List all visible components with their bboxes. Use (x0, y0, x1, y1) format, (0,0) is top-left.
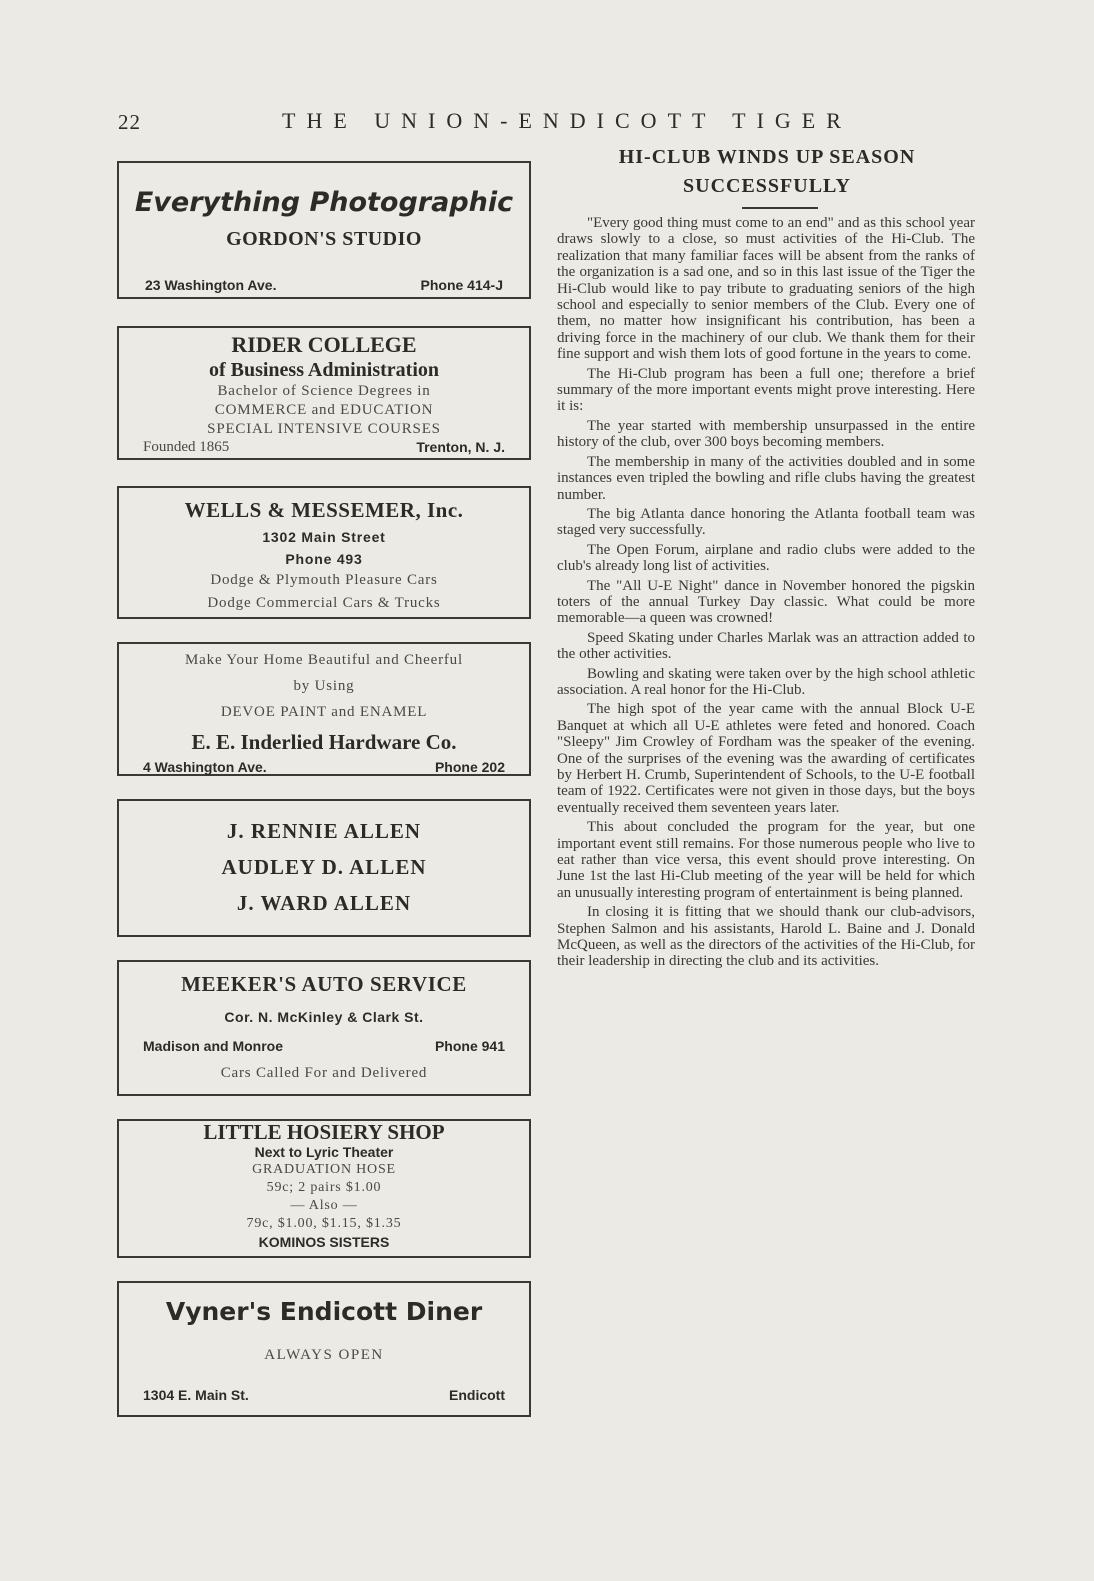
article-title (552, 143, 982, 201)
ad-tagline: Everything Photographic (134, 187, 514, 218)
ad-line: GRADUATION HOSE (252, 1162, 396, 1177)
ad-phone: Phone 493 (285, 551, 363, 567)
ad-allen-names (117, 799, 531, 937)
ad-line: Dodge & Plymouth Pleasure Cars (210, 572, 438, 588)
ad-line: DEVOE PAINT and ENAMEL (220, 704, 428, 720)
ad-inderlied-hardware (117, 642, 531, 776)
ad-address: Cor. N. McKinley & Clark St. (224, 1009, 424, 1025)
article-paragraph: Bowling and skating were taken over by the high school athletic association. A real honor for the Hi-Club. (557, 665, 975, 698)
ad-location: Next to Lyric Theater (254, 1144, 394, 1160)
article-paragraph: The Open Forum, airplane and radio clubs were added to the club's already long list of activities. (557, 541, 975, 575)
ad-address: 4 Washington Ave. (143, 759, 267, 775)
article-paragraph: The "All U-E Night" dance in November honored the pigskin toters of the annual Turkey Day classic. What could be more memorable—a queen was crowned! (557, 577, 975, 627)
ad-business-name: Vyner's Endicott Diner (165, 1297, 483, 1326)
article-body (557, 215, 975, 973)
ad-phone: Phone 941 (434, 1038, 505, 1054)
ad-line: by Using (293, 678, 355, 694)
ad-line: 59c; 2 pairs $1.00 (266, 1180, 382, 1195)
ad-business-name: MEEKER'S AUTO SERVICE (181, 972, 467, 996)
ad-person-name: AUDLEY D. ALLEN (221, 855, 427, 879)
article-paragraph: In closing it is fitting that we should thank our club-advisors, Stephen Salmon and his assistants, Harold L. Baine and J. Donald McQueen, as well as the directors of the activities of the Hi-Club, for their leadership in directing the club and its activities. (557, 904, 975, 970)
ad-address: 1304 E. Main St. (143, 1387, 249, 1403)
ad-area: Madison and Monroe (143, 1038, 283, 1054)
ad-city: Endicott (449, 1387, 505, 1403)
article-title-line: HI-CLUB WINDS UP SEASON (618, 146, 916, 168)
ad-phone: Phone 202 (434, 759, 505, 775)
ad-line: 79c, $1.00, $1.15, $1.35 (246, 1216, 402, 1231)
ad-address: 23 Washington Ave. (145, 277, 277, 293)
ad-meekers-auto-service (117, 960, 531, 1096)
ad-line: ALWAYS OPEN (264, 1347, 384, 1363)
article-title-line: SUCCESSFULLY (683, 175, 851, 197)
article-paragraph: Speed Skating under Charles Marlak was an attraction added to the other activities. (557, 629, 975, 663)
ad-line: Cars Called For and Delivered (220, 1065, 428, 1081)
article-paragraph: The year started with membership unsurpassed in the entire history of the club, over 300 boys becoming members. (557, 417, 975, 451)
ad-line: Dodge Commercial Cars & Trucks (207, 595, 441, 611)
page-number: 22 (118, 110, 141, 134)
ad-line: Make Your Home Beautiful and Cheerful (185, 652, 463, 668)
ad-line: — Also — (290, 1198, 358, 1213)
ad-rider-college (117, 326, 531, 460)
ad-gordons-studio (117, 161, 531, 299)
ad-address: 1302 Main Street (262, 529, 386, 545)
ad-business-name: GORDON'S STUDIO (226, 228, 422, 250)
running-head: THE UNION-ENDICOTT TIGER (282, 108, 852, 133)
ad-person-name: J. RENNIE ALLEN (226, 819, 422, 843)
ad-vyners-endicott-diner (117, 1281, 531, 1417)
ad-subtitle: of Business Administration (208, 359, 440, 381)
ad-business-name: WELLS & MESSEMER, Inc. (184, 498, 464, 522)
title-divider (742, 207, 818, 209)
ad-line: COMMERCE and EDUCATION (214, 402, 434, 418)
ad-line: SPECIAL INTENSIVE COURSES (207, 421, 441, 437)
article-paragraph: "Every good thing must come to an end" and as this school year draws slowly to a close, so must activities of the Hi-Club. The realization that many familiar faces will be absent from the ranks of the organization is a sad one, and so in this last issue of the Tiger the Hi-Club would like to pay tribute to graduating seniors of the high school and especially to senior members of the Club. Every one of them, no matter how insignificant his contribution, has been a driving force in the machinery of our club. We thank them for their fine support and wish them lots of good fortune in the years to come. (557, 215, 975, 363)
article-paragraph: The Hi-Club program has been a full one; therefore a brief summary of the more important events might prove interesting. Here it is: (557, 365, 975, 415)
ad-location: Trenton, N. J. (416, 439, 505, 455)
article-paragraph: The high spot of the year came with the annual Block U-E Banquet at which all U-E athletes were feted and honored. Coach "Sleepy" Jim Crowley of Fordham was the speaker of the evening. One of the surprises of the evening was the awarding of certificates by Herbert H. Crumb, Superintendent of Schools, to the U-E football team of 1922. Certificates were not given in those days, but the boys eventually received them seventeen years later. (557, 701, 975, 816)
article-paragraph: The membership in many of the activities doubled and in some instances even tripled the bowling and rifle clubs having the greatest number. (557, 453, 975, 503)
ad-wells-messemer (117, 486, 531, 619)
article-paragraph: The big Atlanta dance honoring the Atlanta football team was staged very successfully. (557, 505, 975, 539)
ad-business-name: RIDER COLLEGE (231, 332, 417, 357)
ad-line: Bachelor of Science Degrees in (217, 383, 431, 399)
ad-person-name: J. WARD ALLEN (236, 891, 412, 915)
ad-founded: Founded 1865 (143, 439, 230, 455)
ad-owners: KOMINOS SISTERS (258, 1234, 390, 1250)
article-paragraph: This about concluded the program for the year, but one important event still remains. For those numerous people who live to eat rather than vice versa, this event should prove interesting. On June 1st the last Hi-Club meeting of the year will be held for which an unusually interesting program of entertainment is being planned. (557, 819, 975, 901)
ad-phone: Phone 414-J (420, 277, 503, 293)
ad-business-name: E. E. Inderlied Hardware Co. (191, 730, 457, 754)
ad-business-name: LITTLE HOSIERY SHOP (203, 1120, 445, 1144)
ad-little-hosiery-shop (117, 1119, 531, 1258)
